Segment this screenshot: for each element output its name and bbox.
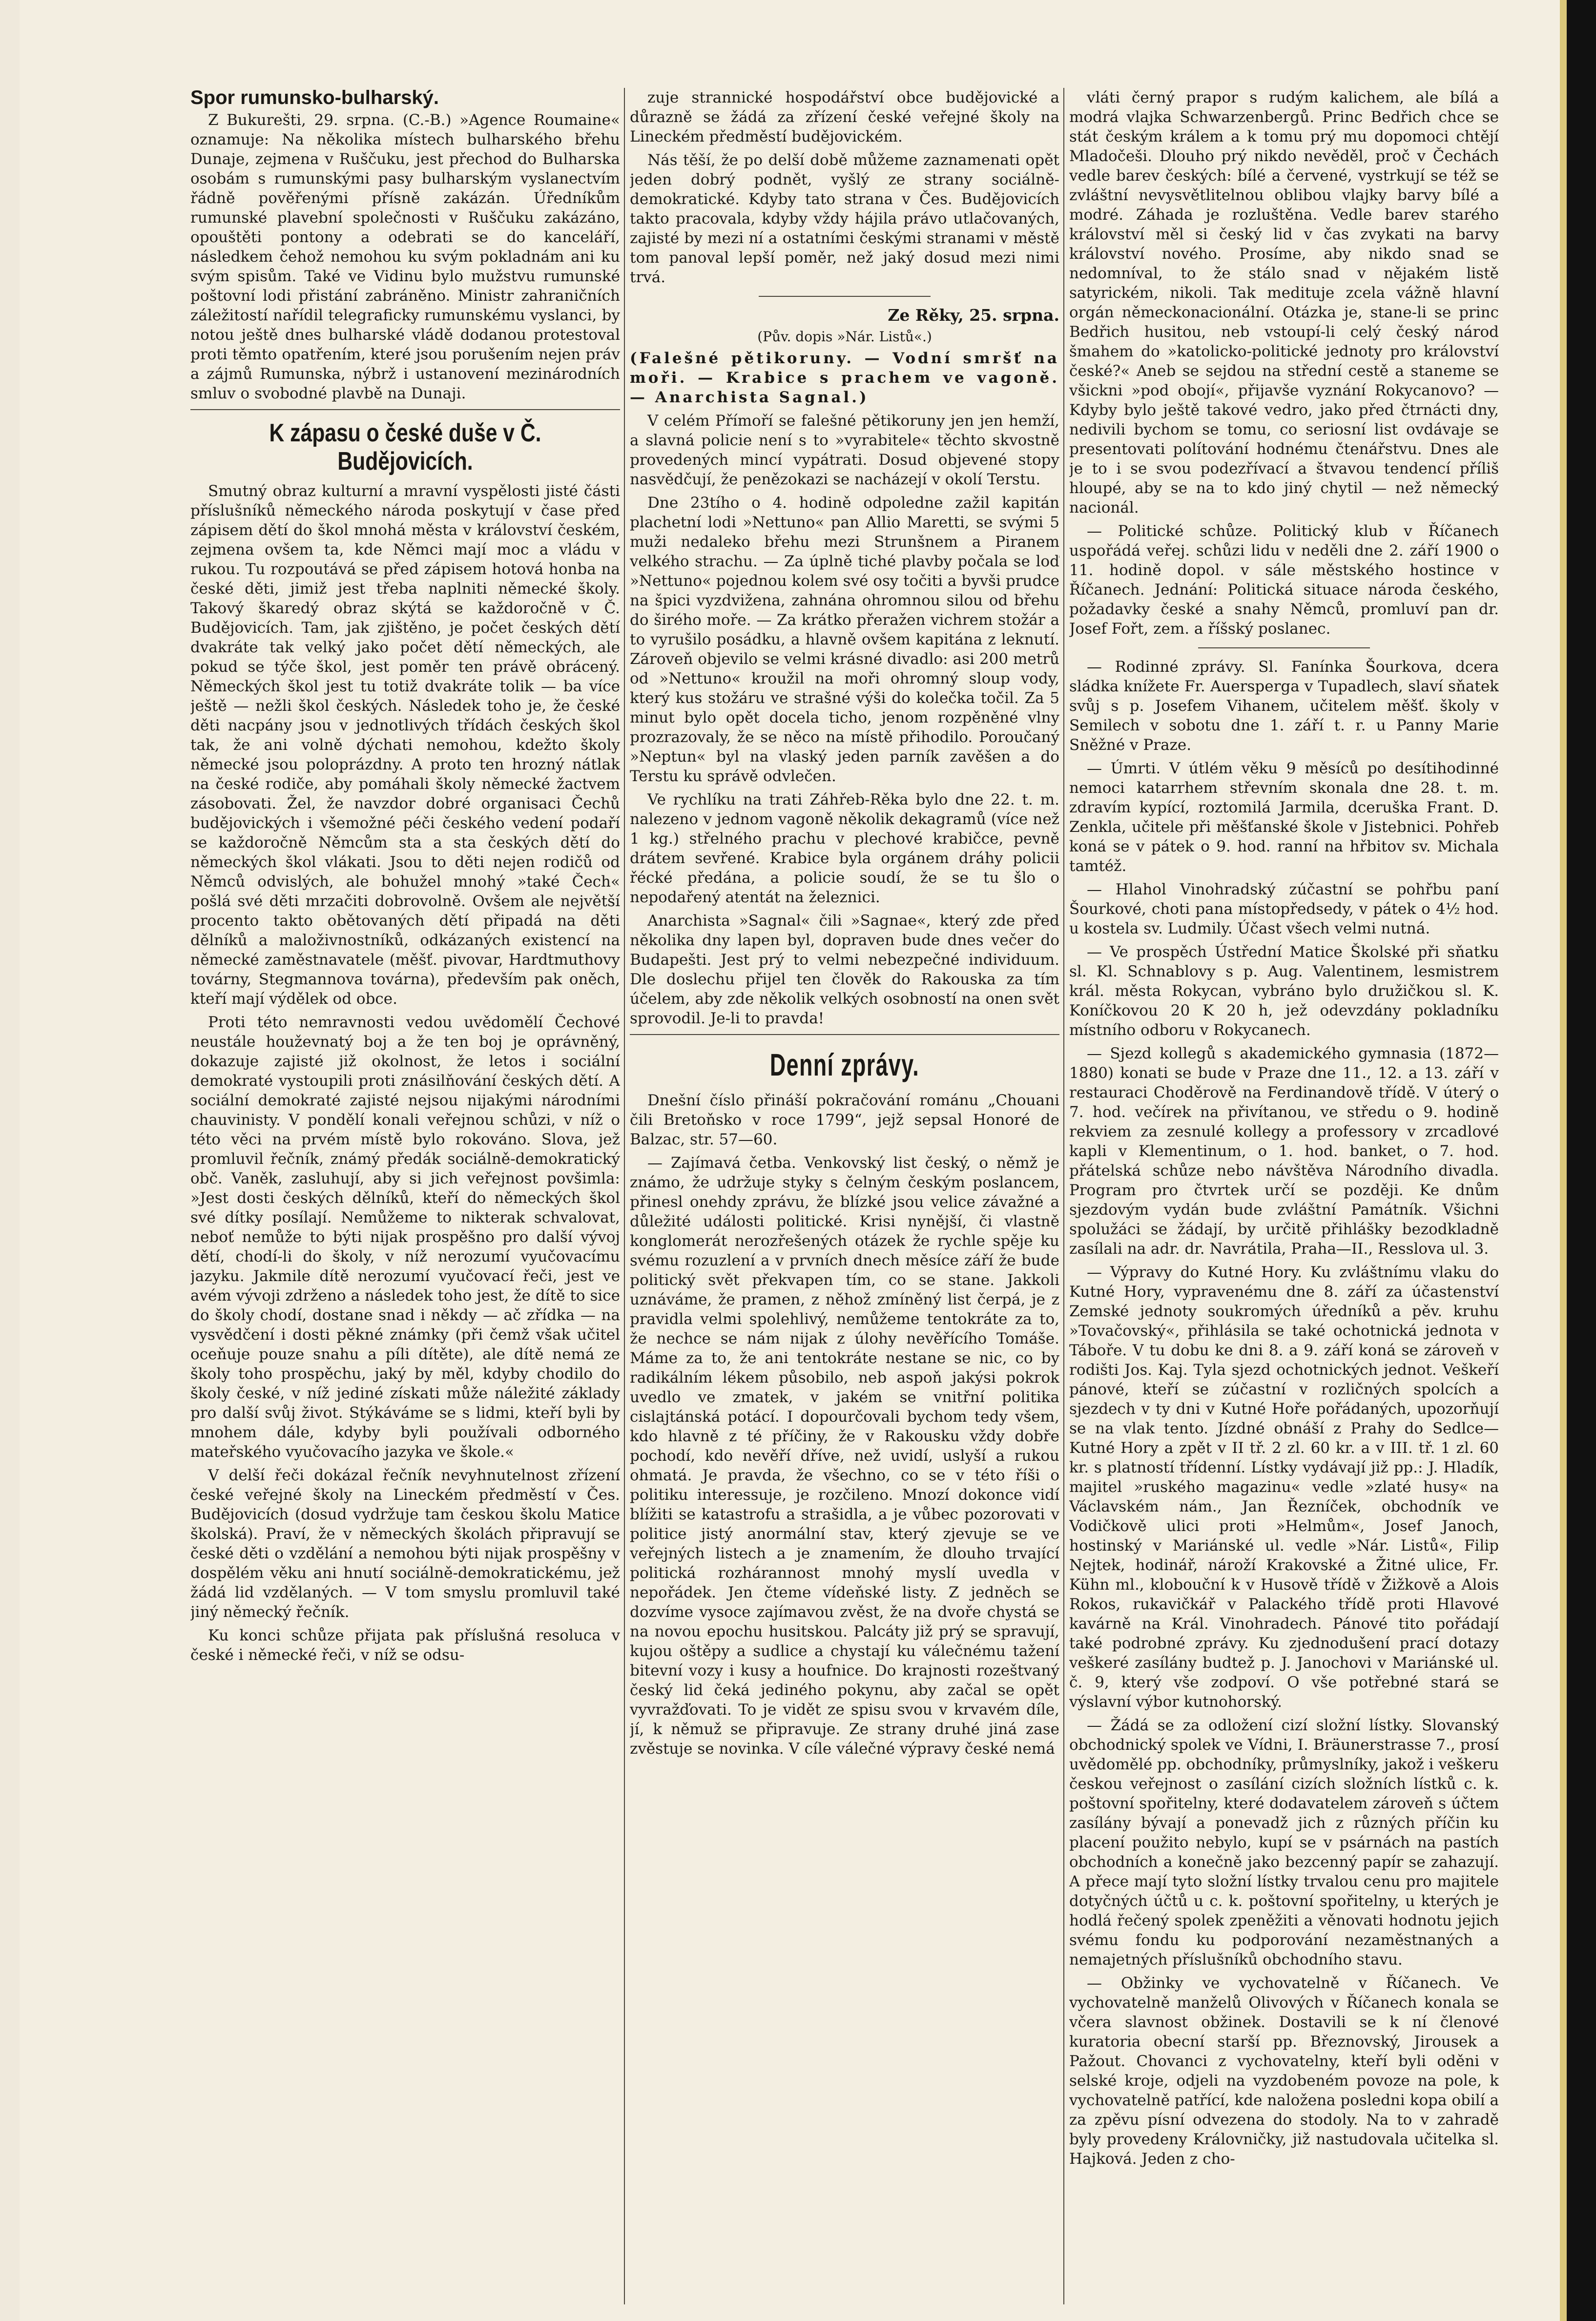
column-1 [190, 88, 620, 2304]
article-paragraph: Nás těší, že po delší době můžeme zaznamenati opět jeden dobrý podnět, vyšlý ze strany sociálně-demokratické. Kdyby tato strana v Čes. Budějovicích takto pracovala, kdyby vždy hájila právo utlačovaných, zajisté by mezi ní a ostatními českými stranami v městě tom panoval lepší poměr, než jaký dosud mezi nimi trvá. [630, 151, 1059, 286]
column-2 [630, 88, 1059, 2304]
article-paragraph: Dne 23tího o 4. hodině odpoledne zažil kapitán plachetní lodi »Nettuno« pan Allio Maretti, se svými 5 muži nedaleko břehu mezi Strunšnem a Piranem velkého strachu. — Za úplně tiché plavby počala se loď »Nettuno« pojednou kolem své osy točiti a byvši prudce na špici vyzdvižena, zahnána ohromnou silou od břehu do širého moře. — Za krátko přeražen vichrem stožár a to vyrušilo posádku, a hlavně ovšem kapitána z leknutí. Zároveň objevilo se velmi krásné divadlo: asi 200 metrů od »Nettuno« kroužil na moři ohromný sloup vody, který kus stožáru ve strašné výši do kolečka točil. Za 5 minut bylo opět docela ticho, jenom rozpěněné vlny prozrazovaly, že se něco na místě přihodilo. Poroučaný »Neptun« byl na vlaský jeden parník zavěšen a do Terstu ku správě odvlečen. [630, 494, 1059, 785]
article-title: Spor rumunsko-bulharský. [190, 88, 439, 108]
news-item: — Sjezd kollegů s akademického gymnasia (1872—1880) konati se bude v Praze dne 11., 12. a 13. září v restauraci Choděrově na Ferdinandově třídě. V úterý o 7. hod. večírek na přivítanou, ve středu o 9. hodině rekviem za zesnulé kollegy a professory v zrcadlové kapli v Klementinum, o 1. hod. banket, o 7. hod. přátelská schůze nebo návštěva Národního divadla. Program pro čtvrtek určí se později. Ke dnům sjezdovým vydán bude zvláštní Památník. Všichni spolužáci se žádají, by určitě přihlášky bezodkladně zasílali na adr. dr. Navrátila, Praha—II., Resslova ul. 3. [1069, 1045, 1499, 1258]
divider [190, 409, 620, 410]
article-paragraph: vláti černý prapor s rudým kalichem, ale bílá a modrá vlajka Schwarzenbergů. Princ Bedřich chce se stát českým králem a k tomu prý mu dopomoci chtějí Mladočeši. Dlouho prý nikdo nevěděl, proč v Čechách vedle barev českých: bílé a červené, vystrkují se též se zvláštní nevysvětlitelnou oblibou vlajky barvy bílé a modré. Záhada je rozluštěna. Vedle barev starého království měl si český lid v čas zvykati na barvy království nového. Prosíme, aby nikdo snad se nedomníval, to že stálo snad v nějakém listě satyrickém, nikoli. Tak medituje zcela vážně hlavní orgán německonacionální. Otázka je, stane-li se princ Bedřich husitou, neb vstoupí-li celý český národ šmahem do »katolicko-politické jednoty pro království české?« Aneb se sejdou na střední cestě a staneme se všickni »pod obojí«, přijavše vyznání Rokycanovo? — Kdyby bylo ještě takové vedro, jako před čtrnácti dny, nedivili bychom se tomu, co seriosní list ovdávaje se presentovati polítování hodnému čtenářstvu. Dnes ale je to i se svou podezřívací a štvavou tendencí příliš hloupé, aby se na to kdo jiný chytil — než německý nacionál. [1069, 89, 1499, 517]
article-paragraph: Ku konci schůze přijata pak příslušná resoluca v české i německé řeči, v níž se odsu- [190, 1627, 620, 1664]
news-item: — Hlahol Vinohradský zúčastní se pohřbu paní Šourkové, choti pana místopředsedy, v pátek o 4½ hod. u kostela sv. Ludmily. Účast všech velmi nutná. [1069, 881, 1499, 937]
subheadline: (Falešné pětikoruny. — Vodní smršť na moři. — Krabice s prachem ve vagoně. — Anarchista Sagnal.) [630, 350, 1059, 406]
newspaper-page [190, 88, 1533, 2314]
scan-right-edge [1567, 0, 1596, 2321]
article-paragraph: Smutný obraz kulturní a mravní vyspělosti jisté části příslušníků německého národa poskytují v čase před zápisem dětí do škol mnohá města v království českém, zejmena ovšem ta, kde Němci mají moc a vládu v rukou. Tu rozpoutává se před zápisem hotová honba na české děti, jimiž jest třeba naplniti německé školy. Takový škaredý obraz skýtá se každoročně v Č. Budějovicích. Tam, jak zjištěno, je počet českých dětí dvakráte tak velký jako počet dětí německých, ale pokud se týče škol, jest poměr ten právě obrácený. Německých škol jest tu totiž dvakráte tolik — ba více ještě — nežli škol českých. Následek toho je, že české děti nacpány jsou v jednotlivých třídách českých škol tak, že ani volně dýchati nemohou, kdežto školy německé jsou poloprázdny. A proto ten hrozný nátlak na české rodiče, aby pomáhali školy německé žactvem zásobovati. Žel, že navzdor dobré organisaci Čechů budějovických i všemožné péči českého vedení podaří se každoročně Němcům sta a sta českých dětí do německých škol vlákati. Jsou to děti nejen rodičů od Němců odvislých, ale bohužel mnohý »také Čech« pošlá své děti mrzačiti dobrovolně. Ovšem ale největší procento takto obětovaných dětí připadá na děti dělníků a maloživnostníků, odkázaných existencí na německé zaměstnavatele (měšť. pivovar, Hardtmuthovy továrny, Stegmannova továrna), především pak oněch, kteří mají výdělek od obce. [190, 482, 620, 1008]
news-item: — Obžinky ve vychovatelně v Říčanech. Ve vychovatelně manželů Olivových v Říčanech konala se včera slavnost obžinek. Dostavili se k ní členové kuratoria obecní starší pp. Březnovský, Jirousek a Pažout. Chovanci z vychovatelny, kteří byli oděni v selské kroje, odjeli na vyzdobeném povoze na pole, k vychovatelně patřící, kde naložena posledni kopa obilí a za zpěvu písní odvezena do stodoly. Na to v zahradě byly provedeny Královničky, již nastudovala učitelka sl. Hajková. Jeden z cho- [1069, 1974, 1499, 2168]
serial-notice: Dnešní číslo přináší pokračování románu „Chouani čili Bretoňsko v roce 1799“, jejž sepsal Honoré de Balzac, str. 57—60. [630, 1092, 1059, 1148]
article-paragraph: V delší řeči dokázal řečník nevyhnutelnost zřízení české veřejné školy na Lineckém předměstí v Čes. Budějovicích (dosud vydržuje tam českou školu Matice školská). Praví, že v německých školách připravují se české děti o vzdělání a nemohou býti nijak prospěšny v dospělém věku ani hnutí sociálně-demokratickému, jež žádá lid vzdělaných. — V tom smyslu promluvil také jiný německý řečník. [190, 1467, 620, 1621]
dateline: Ze Rěky, 25. srpna. [888, 306, 1059, 325]
column-rule [624, 88, 625, 2304]
article-paragraph: Z Bukurešti, 29. srpna. (C.-B.) »Agence Roumaine« oznamuje: Na několika místech bulharského břehu Dunaje, zejmena v Ruščuku, jest přechod do Bulharska osobám s rumunskými pasy bulharským vyslanectvím řádně pověřenými přísně zakázán. Úředníkům rumunské plavební společnosti v Ruščuku zakázáno, opouštěti pontony a odebrati se do kanceláří, následkem čehož nemohou ku svým pokladnám ani ku svým spisům. Také ve Vidinu bylo mužstvu rumunské poštovní lodi přistání zabráněno. Ministr zahraničních záležitostí nařídil telegraficky rumunskému vyslanci, by notou ještě dnes bulharské vládě dodanou protestoval proti těmto opatřením, které jsou porušením nejen práv a zájmů Rumunska, nýbrž i ustanovení mezinárodních smluv o svobodné plavbě na Dunaji. [190, 111, 620, 402]
article-paragraph: V celém Přímoří se falešné pětikoruny jen jen hemží, a slavná policie není s to »vyrabitele« těchto skvostně provedených mincí vypátrati. Dosud objevené stopy nasvědčují, že penězokazi se nacházejí v okolí Terstu. [630, 412, 1059, 488]
news-item: — Výpravy do Kutné Hory. Ku zvláštnímu vlaku do Kutné Hory, vypravenému dne 8. září za účastenství Zemské jednoty soukromých úředníků a pěv. kruhu »Tovačovský«, přihlásila se také ochotnická jednota v Táboře. V tu dobu ke dni 8. a 9. září koná se zároveň v rodišti Jos. Kaj. Tyla sjezd ochotnických jednot. Veškeří pánové, kteří se zúčastní v rozličných spolcích a sjezdech v ty dni v Kutné Hoře pořádaných, upozorňují se na vlak tento. Jízdné obnáší z Prahy do Sedlce—Kutné Hory a zpět v II tř. 2 zl. 60 kr. a v III. tř. 1 zl. 60 kr. s platností třídenní. Lístky vydávají již pp.: J. Hladík, majitel »ruského magazinu« vedle »zlaté husy« na Václavském nám., Jan Řezníček, obchodník ve Vodičkově ulici proti »Helmům«, Josef Janoch, hostinský v Mariánské ul. vedle »Nár. Listů«, Filip Nejtek, hodinář, nároží Krakovské a Žitné ulice, Fr. Kühn ml., klobouční k v Husově třídě v Žižkově a Alois Rokos, rukavičkář v Palackého třídě proti Hlavové kavárně na Král. Vinohradech. Pánové tito pořádají také podrobné zprávy. Ku zjednodušení prací dotazy veškeré zasílány budtež p. J. Janochovi v Mariánské ul. č. 9, který vše zodpoví. O vše potřebné stará se výslavní výbor kutnohorský. [1069, 1264, 1499, 1711]
article-paragraph: Anarchista »Sagnal« čili »Sagnae«, který zde před několika dny lapen byl, dopraven bude dnes večer do Budapešti. Jest prý to velmi nebezpečné individuum. Dle doslechu přijel ten člověk do Rakouska za tím účelem, aby zde několik velkých osobností na onen svět sprovodil. Je-li to pravda! [630, 912, 1059, 1027]
section-heading: Denní zprávy. [769, 1047, 920, 1082]
article-paragraph: Proti této nemravnosti vedou uvědomělí Čechové neustále houževnatý boj a že ten boj je oprávněný, dokazuje zajisté již okolnost, že letos i sociální demokraté vystoupili proti znásilňování českých dětí. A sociální demokraté zajisté nejsou nijakými národními chauvinisty. V pondělí konali veřejnou schůzi, v níž o této věci na prvém místě bylo rokováno. Slova, jež promluvil řečník, známý předák sociálně-demokratický obč. Vaněk, zasluhují, aby si jich veřejnost povšimla: »Jest dosti českých dělníků, kteří do německých škol své dítky posílají. Nemůžeme to nikterak schvalovat, neboť nemůže to býti nijak prospěšno pro další vývoj dětí, chodí-li do školy, v níž nerozumí vyučovacímu jazyku. Jakmile dítě nerozumí vyučovací řeči, jest ve avém vývoji zdrženo a následek toho jest, že dítě to sice do školy chodí, dostane snad i někdy — ač zřídka — na vysvědčení i dosti pěkné známky (při čemž však učitel oceňuje pouze snahu a píli dítěte), ale dítě nemá ze školy toho prospěchu, jaký by měl, kdyby chodilo do školy české, v níž jediné získati může náležité základy pro další svůj život. Stýkáváme se s lidmi, kteří byli by mnohem dále, kdyby byli používali odborného mateřského vyučovacího jazyka ve škole.« [190, 1014, 620, 1461]
source-note: (Pův. dopis »Nár. Listů«.) [757, 329, 932, 345]
news-item: — Úmrti. V útlém věku 9 měsíců po desítihodinné nemoci katarrhem střevním skonala dne 28. t. m. zdravím kypící, roztomilá Jarmila, dceruška Frant. D. Zenkla, učitele při měšťanské škole v Jistebnici. Pohřeb koná se v pátek o 9. hod. ranní na hřbitov sv. Michala tamtéž. [1069, 760, 1499, 875]
news-item: — Ve prospěch Ústřední Matice Školské při sňatku sl. Kl. Schnablovy s p. Aug. Valentinem, lesmistrem král. města Rokycan, vybráno bylo družičkou sl. K. Koníčkovou 20 K 20 h, jež odevzdány pokladníku místního odboru v Rokycanech. [1069, 943, 1499, 1039]
page-edge [1560, 0, 1567, 2321]
news-item: — Rodinné zprávy. Sl. Fanínka Šourkova, dcera sládka knížete Fr. Auersperga v Tupadlech, slaví sňatek svůj s p. Josefem Vihanem, učitelem měšť. školy v Semilech v sobotu dne 1. září t. r. u Panny Marie Sněžné v Praze. [1069, 658, 1499, 754]
article-paragraph: zuje strannické hospodářství obce budějovické a důrazně se žádá za zřízení české veřejné školy na Lineckém předměstí budějovickém. [630, 89, 1059, 145]
article-paragraph: Ve rychlíku na trati Záhřeb-Rěka bylo dne 22. t. m. nalezeno v jednom vagoně několik dekagramů (více než 1 kg.) střelného prachu v plechové krabičce, pevně drátem sevřené. Krabice byla orgánem dráhy policii řécké předána, a policie soudí, že se tu šlo o nepodařený atentát na železnici. [630, 791, 1059, 906]
divider [759, 296, 931, 297]
column-rule [1063, 88, 1064, 2304]
article-paragraph: — Zajímavá četba. Venkovský list český, o němž je známo, že udržuje styky s čelným českým poslancem, přinesl onehdy zprávu, že blízké jsou velice závažné a důležité události politické. Krisi nynější, či vlastně konglomerát nerozřešených otázek že rychle spěje ku svému rozuzlení a v prvních dnech měsíce září že bude politický svět překvapen tím, co se stane. Jakkoli uznáváme, že pramen, z něhož zmíněný list čerpá, je z pravidla velmi spolehlivý, nemůžeme tentokráte za to, že nechce se nám nijak z úlohy nevěřícího Tomáše. Máme za to, že ani tentokráte nestane se nic, co by radikálním lékem působilo, neb aspoň jakýsi pokrok uvedlo ve zmatek, v jakém se vnitřní politika cislajtánská potácí. I dopourčovali bychom tedy všem, kdo hlavně z té příčiny, že v Rakousku vždy dobře pochodí, kdo nevěří dříve, než uvidí, uslyší a rukou ohmatá. Je pravda, že všechno, co se v této říši o politiku interessuje, je rozčileno. Mnozí dokonce vidí blížiti se katastrofu a strašidla, a je vůbec pozorovati v politice jistý anormální stav, který zjevuje se ve veřejných listech a je znamením, že dlouho trvající politická rozhárannost mnohý myslí uvedla v nepořádek. Jen čteme vídeňské listy. Z jedněch se dozvíme vysoce zajímavou zvěst, že na dvoře chystá se na novou epochu husitskou. Palcáty již prý se spravují, kujou oštěpy a sudlice a chystají ku válečnému tažení bitevní vozy i kusy a houfnice. Do krajnosti rozeštvaný český lid čeká jediného pokynu, aby začal se opět vyvražďovati. To je vidět ze spisu svou v krvavém díle, jí, k němuž se připravuje. Ze strany druhé jiná zase zvěstuje se novinka. V cíle válečné výpravy české nemá [630, 1154, 1059, 1758]
column-3 [1069, 88, 1499, 2304]
scan-left-margin [0, 0, 20, 2321]
news-item: — Žádá se za odložení cizí složní lístky. Slovanský obchodnický spolek ve Vídni, I. Bräunerstrasse 7., prosí uvědomělé pp. obchodníky, průmyslníky, jakož i veškeru českou veřejnost o zasílání cizích složních lístků c. k. poštovní spořitelny, které dodavatelem zároveň s účtem zasílány bývají a ponevadž jich z různých příčin ku placení použito nebylo, kupí se v psárnách na pastích obchodních a konečně jako bezcenný papír se zahazují. A přece mají tyto složní lístky trvalou cenu pro majitele dotyčných účtů u c. k. poštovní spořitelny, u kterých je hodlá řečený spolek zpeněžiti a věnovati hodnotu jejich svému fondu ku podporování nezaměstnaných a nemajetných příslušníků obchodního stavu. [1069, 1717, 1499, 1969]
divider [1198, 647, 1370, 648]
news-item: — Politické schůze. Politický klub v Říčanech uspořádá veřej. schůzi lidu v neděli dne 2. září 1900 o 11. hodině dopol. v sále městského hostince v Říčanech. Jednání: Politická situace národa českého, požadavky české a snahy Němců, promluví pan dr. Josef Fořt, zem. a říšský poslanec. [1069, 522, 1499, 638]
divider [630, 1034, 1059, 1035]
article-heading: K zápasu o české duše v Č. Budějovicích. [269, 419, 541, 476]
